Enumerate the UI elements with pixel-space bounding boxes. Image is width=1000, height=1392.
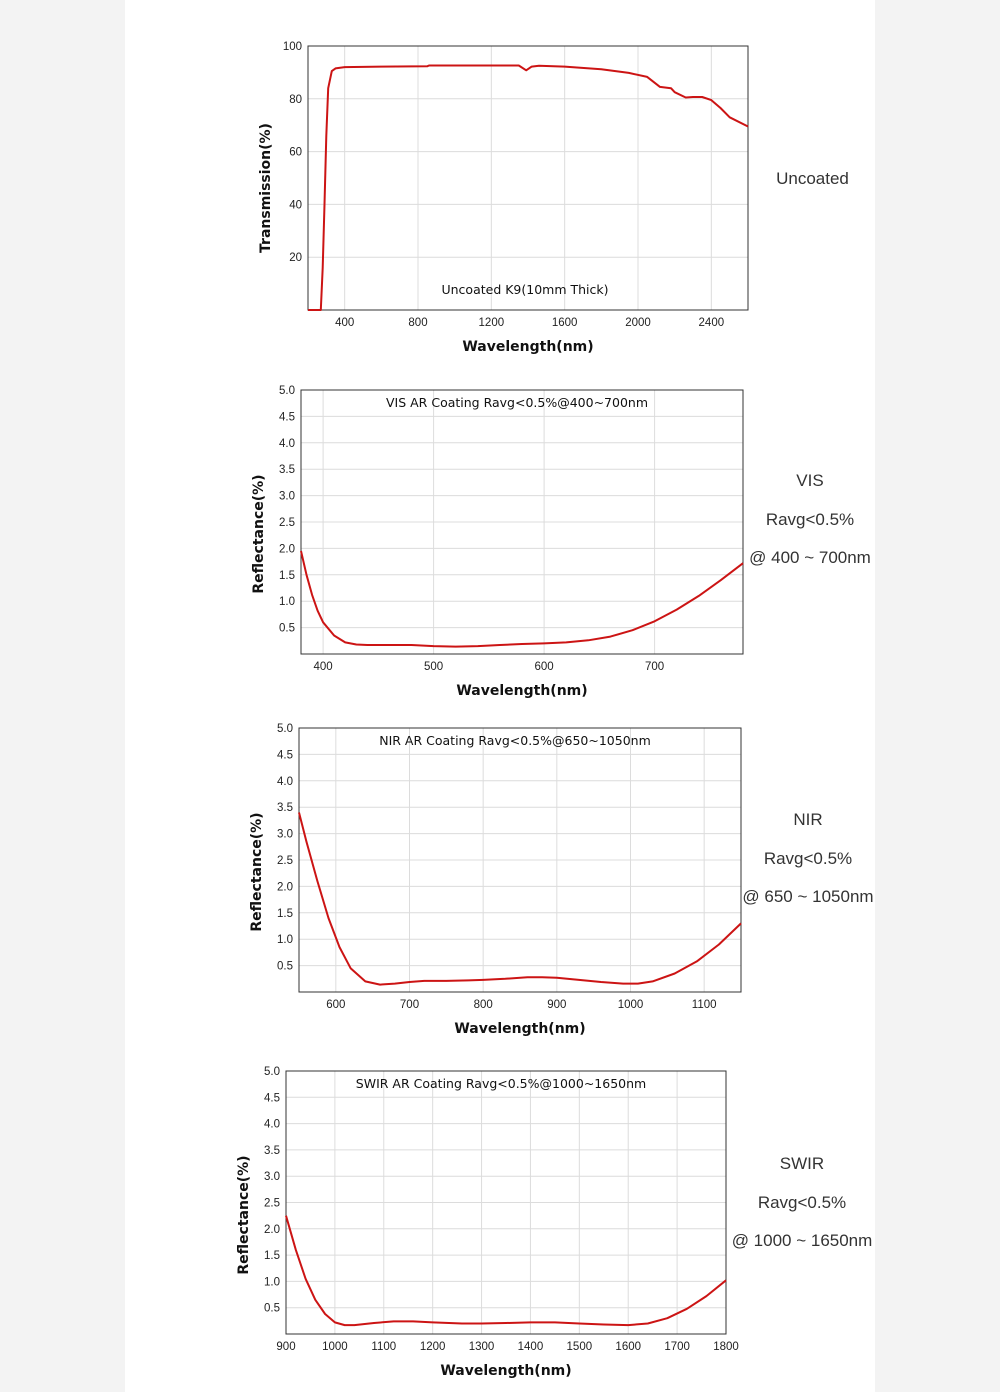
side-label-vis [745,462,875,578]
x-tick-label: 500 [424,661,444,673]
x-tick-label: 400 [335,317,355,329]
y-tick-label: 3.5 [277,802,293,815]
y-tick-label: 2.5 [279,517,295,529]
side-label-line: Ravg<0.5% [763,848,853,868]
x-tick-label: 1600 [551,317,578,329]
y-axis-title: Reflectance(%) [249,812,265,932]
y-tick-label: 3.5 [264,1144,280,1157]
side-label-line: @ 400 ~ 700nm [749,548,871,567]
x-tick-label: 800 [408,317,428,329]
side-label-line: VIS [796,471,824,490]
y-tick-label: 3.0 [277,828,293,841]
side-label-line: Ravg<0.5% [765,509,855,529]
y-tick-label: 3.0 [279,490,295,503]
y-tick-label: 5.0 [264,1066,280,1078]
y-tick-label: 2.5 [277,855,293,867]
y-tick-label: 4.5 [264,1092,280,1105]
x-tick-label: 1000 [322,1341,348,1353]
x-tick-label: 700 [399,999,420,1011]
y-tick-label: 1.5 [264,1250,280,1263]
x-tick-label: 1600 [615,1341,642,1353]
x-tick-label: 1400 [517,1341,544,1353]
side-label-line: SWIR [779,1154,825,1173]
side-label-nir [742,801,874,917]
chart-title: SWIR AR Coating Ravg<0.5%@1000~1650nm [355,1076,647,1091]
y-tick-label: 2.0 [277,881,293,894]
side-label-line: @ 1000 ~ 1650nm [731,1231,873,1250]
y-axis-title: Transmission(%) [258,123,274,253]
x-tick-label: 600 [326,999,346,1011]
y-tick-label: 4.5 [279,411,295,424]
x-tick-label: 900 [547,999,567,1011]
series-line [299,813,741,985]
series-line [308,66,748,311]
chart-0 [258,41,748,355]
y-tick-label: 1.0 [277,934,293,947]
x-tick-label: 1200 [419,1341,446,1353]
side-label-uncoated [755,160,870,199]
side-label-line: Ravg<0.5% [757,1192,847,1212]
x-tick-label: 600 [534,661,554,673]
y-tick-label: 1.0 [279,596,295,609]
x-tick-label: 1000 [617,999,644,1011]
chart-3 [236,1066,739,1379]
y-tick-label: 2.0 [279,543,295,556]
plot-frame [308,46,748,310]
x-axis-title: Wavelength(nm) [440,1363,572,1379]
chart-1 [251,385,743,699]
y-tick-label: 1.0 [264,1276,280,1289]
y-tick-label: 4.5 [277,749,293,762]
side-label-line: Uncoated [776,169,849,188]
y-tick-label: 3.5 [279,464,295,477]
x-tick-label: 1700 [664,1341,690,1353]
series-line [301,551,743,647]
y-tick-label: 2.5 [264,1197,280,1210]
x-tick-label: 900 [276,1341,296,1353]
series-line [286,1216,726,1325]
x-tick-label: 1300 [468,1341,495,1353]
chart-title: VIS AR Coating Ravg<0.5%@400~700nm [385,395,649,410]
y-tick-label: 1.5 [277,907,293,920]
y-tick-label: 5.0 [277,723,293,735]
y-tick-label: 20 [289,252,302,265]
x-tick-label: 1100 [371,1341,397,1353]
x-axis-title: Wavelength(nm) [462,339,594,355]
y-tick-label: 40 [289,199,302,212]
x-tick-label: 400 [313,661,333,673]
x-tick-label: 700 [645,661,665,673]
y-tick-label: 3.0 [264,1171,280,1184]
y-axis-title: Reflectance(%) [236,1155,252,1275]
y-tick-label: 1.5 [279,569,295,582]
x-tick-label: 2000 [625,317,651,329]
y-tick-label: 2.0 [264,1223,280,1236]
x-tick-label: 1500 [566,1341,593,1353]
x-tick-label: 800 [473,999,493,1011]
y-tick-label: 0.5 [279,622,295,635]
x-tick-label: 2400 [698,317,725,329]
x-tick-label: 1800 [713,1341,739,1353]
x-axis-title: Wavelength(nm) [454,1021,586,1037]
x-tick-label: 1100 [691,999,717,1011]
side-label-line: NIR [793,810,823,829]
side-label-line: @ 650 ~ 1050nm [742,887,874,906]
y-tick-label: 4.0 [264,1118,280,1131]
x-tick-label: 1200 [478,317,505,329]
y-tick-label: 100 [282,41,302,53]
y-tick-label: 5.0 [279,385,295,397]
side-label-swir [730,1145,874,1261]
chart-2 [249,723,741,1037]
y-tick-label: 4.0 [279,437,295,450]
y-tick-label: 0.5 [277,960,293,973]
y-tick-label: 4.0 [277,775,293,788]
y-axis-title: Reflectance(%) [251,474,267,594]
chart-title: NIR AR Coating Ravg<0.5%@650~1050nm [379,733,651,748]
y-tick-label: 60 [289,146,302,159]
x-axis-title: Wavelength(nm) [456,683,588,699]
y-tick-label: 0.5 [264,1302,280,1315]
chart-title: Uncoated K9(10mm Thick) [441,282,609,297]
y-tick-label: 80 [289,93,302,106]
